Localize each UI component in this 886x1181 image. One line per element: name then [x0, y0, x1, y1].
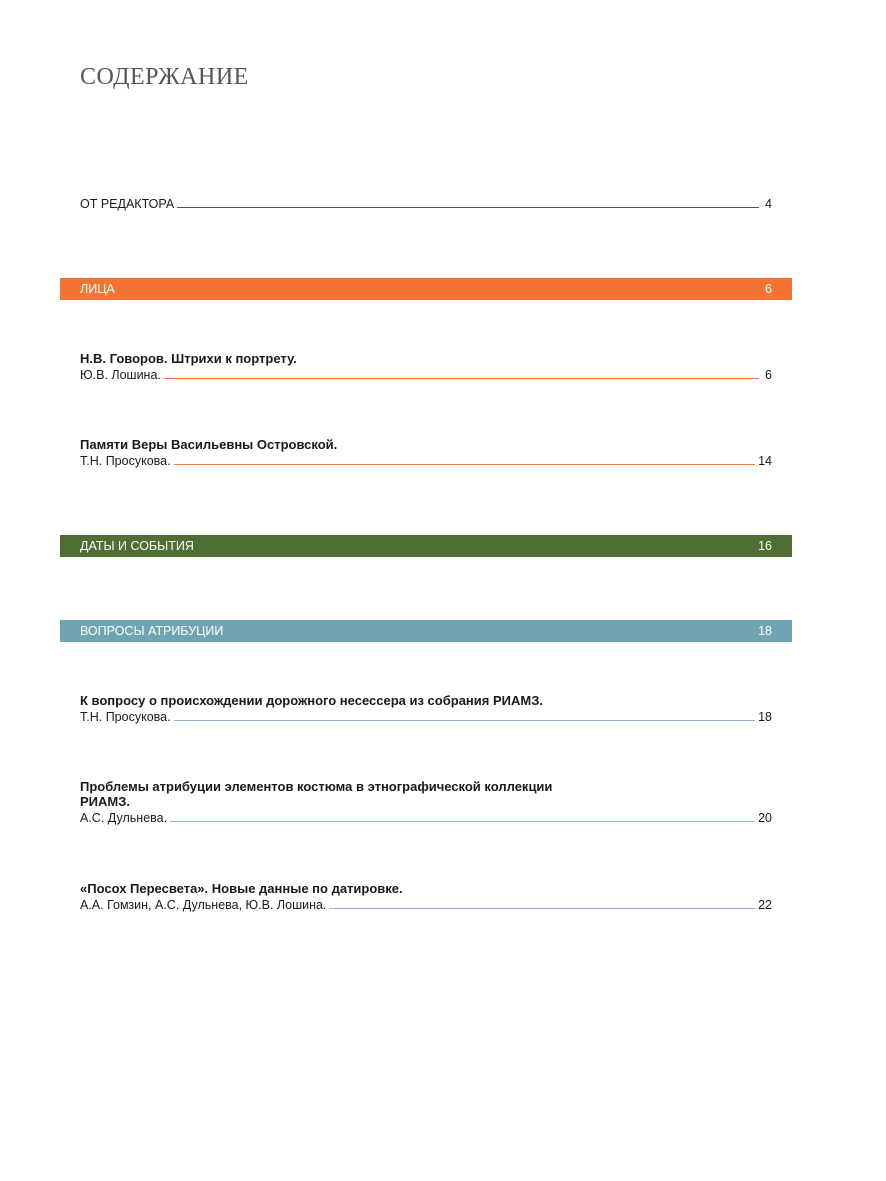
toc-article[interactable] [80, 351, 772, 382]
article-title: «Посох Пересвета». Новые данные по датировке. [80, 881, 403, 896]
page-number: 6 [765, 368, 772, 382]
toc-article[interactable] [80, 693, 772, 724]
dot-leader [170, 821, 755, 822]
page-number: 20 [758, 811, 772, 825]
page-number: 18 [758, 710, 772, 724]
section-page-number: 16 [758, 539, 772, 553]
toc-article[interactable] [80, 437, 772, 468]
section-header-attribution[interactable] [60, 620, 792, 642]
dot-leader [174, 720, 756, 721]
dot-leader [177, 207, 759, 208]
article-authors: Ю.В. Лошина. [80, 368, 161, 382]
toc-article[interactable] [80, 881, 772, 912]
article-authors: А.С. Дульнева. [80, 811, 168, 825]
toc-entry-editor[interactable] [80, 197, 772, 211]
section-label: ЛИЦА [80, 282, 115, 296]
article-title: Памяти Веры Васильевны Островской. [80, 437, 338, 452]
article-authors: Т.Н. Просукова. [80, 710, 171, 724]
section-header-dates-events[interactable] [60, 535, 792, 557]
page-number: 22 [758, 898, 772, 912]
section-header-faces[interactable] [60, 278, 792, 300]
article-title: К вопросу о происхождении дорожного несессера из собрания РИАМЗ. [80, 693, 543, 708]
section-label: ВОПРОСЫ АТРИБУЦИИ [80, 624, 224, 638]
article-authors: Т.Н. Просукова. [80, 454, 171, 468]
page-title: СОДЕРЖАНИЕ [80, 64, 249, 90]
article-title: Н.В. Говоров. Штрихи к портрету. [80, 351, 297, 366]
article-authors: А.А. Гомзин, А.С. Дульнева, Ю.В. Лошина. [80, 898, 327, 912]
toc-article[interactable] [80, 779, 772, 825]
section-page-number: 18 [758, 624, 772, 638]
section-label: ДАТЫ И СОБЫТИЯ [80, 539, 194, 553]
article-title: Проблемы атрибуции элементов костюма в этнографической коллекции РИАМЗ. [80, 779, 553, 809]
page-number: 14 [758, 454, 772, 468]
section-page-number: 6 [765, 282, 772, 296]
dot-leader [329, 908, 755, 909]
page-number: 4 [765, 197, 772, 211]
dot-leader [174, 464, 756, 465]
dot-leader [164, 378, 759, 379]
toc-entry-label: ОТ РЕДАКТОРА [80, 197, 175, 211]
